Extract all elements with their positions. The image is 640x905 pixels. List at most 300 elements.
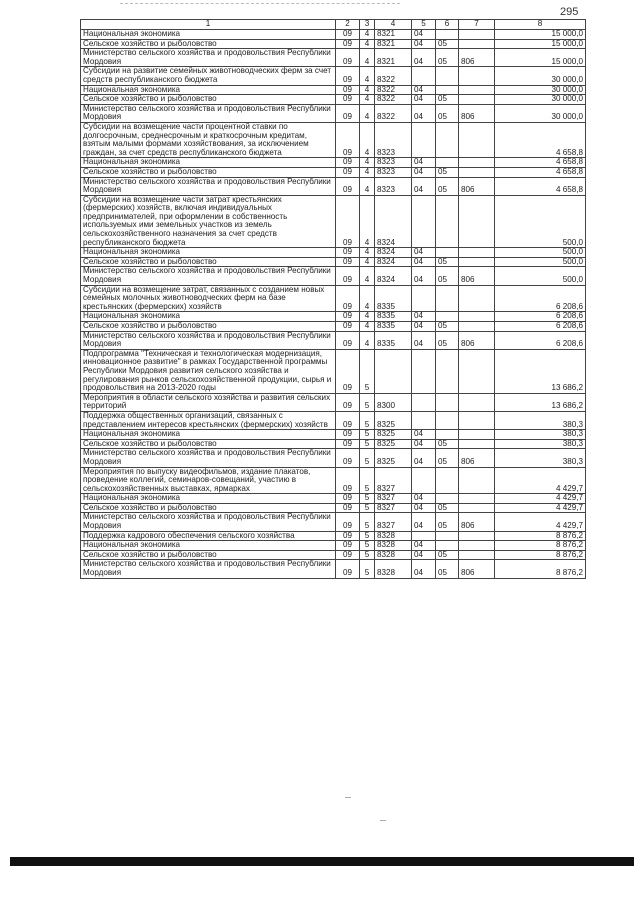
cell-subsection-code: 05 xyxy=(436,449,459,467)
cell-subsection-code: 05 xyxy=(436,177,459,195)
cell-subsection-code: 05 xyxy=(436,49,459,67)
cell-program-code: 5 xyxy=(360,393,375,411)
cell-ministry-code: 09 xyxy=(336,85,360,95)
cell-subsection-code: 05 xyxy=(436,331,459,349)
cell-subsection-code xyxy=(436,285,459,312)
cell-ministry-code: 09 xyxy=(336,439,360,449)
cell-expense-type-code: 806 xyxy=(459,560,495,578)
cell-description: Министерство сельского хозяйства и продовольствия Республики Мордовия xyxy=(81,513,336,531)
table-row xyxy=(81,550,586,560)
cell-program-code: 5 xyxy=(360,430,375,440)
cell-ministry-code: 09 xyxy=(336,104,360,122)
cell-ministry-code: 09 xyxy=(336,257,360,267)
cell-target-code: 8321 xyxy=(375,39,412,49)
cell-ministry-code: 09 xyxy=(336,531,360,541)
cell-subsection-code xyxy=(436,30,459,40)
cell-amount: 500,0 xyxy=(495,267,586,285)
cell-expense-type-code: 806 xyxy=(459,267,495,285)
header-col-3: 3 xyxy=(360,20,375,30)
cell-section-code xyxy=(412,531,436,541)
cell-expense-type-code xyxy=(459,39,495,49)
cell-program-code: 5 xyxy=(360,411,375,429)
table-row xyxy=(81,393,586,411)
cell-expense-type-code xyxy=(459,439,495,449)
cell-amount: 30 000,0 xyxy=(495,85,586,95)
cell-target-code: 8327 xyxy=(375,494,412,504)
cell-section-code: 04 xyxy=(412,30,436,40)
cell-amount: 15 000,0 xyxy=(495,39,586,49)
cell-expense-type-code xyxy=(459,30,495,40)
cell-program-code: 5 xyxy=(360,349,375,393)
cell-section-code: 04 xyxy=(412,503,436,513)
cell-ministry-code: 09 xyxy=(336,550,360,560)
cell-target-code: 8324 xyxy=(375,257,412,267)
cell-subsection-code xyxy=(436,411,459,429)
cell-amount: 30 000,0 xyxy=(495,95,586,105)
cell-target-code: 8328 xyxy=(375,550,412,560)
table-row xyxy=(81,267,586,285)
cell-section-code: 04 xyxy=(412,104,436,122)
header-col-2: 2 xyxy=(336,20,360,30)
table-row xyxy=(81,104,586,122)
cell-description: Сельское хозяйство и рыболовство xyxy=(81,257,336,267)
cell-section-code xyxy=(412,411,436,429)
cell-subsection-code: 05 xyxy=(436,167,459,177)
table-row xyxy=(81,39,586,49)
cell-section-code: 04 xyxy=(412,494,436,504)
table-body xyxy=(81,30,586,579)
cell-expense-type-code xyxy=(459,541,495,551)
table-row xyxy=(81,467,586,494)
cell-expense-type-code xyxy=(459,285,495,312)
cell-ministry-code: 09 xyxy=(336,430,360,440)
cell-subsection-code: 05 xyxy=(436,560,459,578)
cell-ministry-code: 09 xyxy=(336,322,360,332)
scan-artifact-mark xyxy=(380,820,386,821)
table-row xyxy=(81,531,586,541)
cell-subsection-code: 05 xyxy=(436,550,459,560)
cell-expense-type-code xyxy=(459,195,495,248)
cell-description: Национальная экономика xyxy=(81,494,336,504)
cell-description: Национальная экономика xyxy=(81,541,336,551)
table-row xyxy=(81,67,586,85)
cell-program-code: 5 xyxy=(360,531,375,541)
budget-table xyxy=(80,19,586,579)
cell-section-code: 04 xyxy=(412,322,436,332)
cell-description: Министерство сельского хозяйства и продовольствия Республики Мордовия xyxy=(81,104,336,122)
cell-section-code: 04 xyxy=(412,158,436,168)
cell-ministry-code: 09 xyxy=(336,449,360,467)
cell-amount: 30 000,0 xyxy=(495,104,586,122)
cell-ministry-code: 09 xyxy=(336,393,360,411)
cell-ministry-code: 09 xyxy=(336,411,360,429)
cell-ministry-code: 09 xyxy=(336,285,360,312)
cell-description: Субсидии на возмещение части затрат крестьянских (фермерских) хозяйств, включая индивидуальных предпринимателей, при оформлении в собственность используемых ими земельных участков из земель сельскохозяйственного назначения за счет средств республиканского бюджета xyxy=(81,195,336,248)
cell-target-code: 8327 xyxy=(375,513,412,531)
cell-subsection-code xyxy=(436,85,459,95)
cell-ministry-code: 09 xyxy=(336,49,360,67)
cell-amount: 13 686,2 xyxy=(495,349,586,393)
table-row xyxy=(81,449,586,467)
cell-description: Национальная экономика xyxy=(81,248,336,258)
cell-program-code: 4 xyxy=(360,95,375,105)
cell-subsection-code: 05 xyxy=(436,503,459,513)
cell-target-code: 8323 xyxy=(375,122,412,157)
cell-target-code: 8324 xyxy=(375,267,412,285)
table-row xyxy=(81,541,586,551)
cell-program-code: 4 xyxy=(360,30,375,40)
table-row xyxy=(81,331,586,349)
table-row xyxy=(81,560,586,578)
cell-amount: 8 876,2 xyxy=(495,541,586,551)
cell-section-code: 04 xyxy=(412,430,436,440)
cell-ministry-code: 09 xyxy=(336,177,360,195)
cell-target-code: 8323 xyxy=(375,177,412,195)
cell-description: Сельское хозяйство и рыболовство xyxy=(81,95,336,105)
cell-description: Сельское хозяйство и рыболовство xyxy=(81,167,336,177)
cell-amount: 4 429,7 xyxy=(495,467,586,494)
table-row xyxy=(81,503,586,513)
header-col-1: 1 xyxy=(81,20,336,30)
cell-ministry-code: 09 xyxy=(336,167,360,177)
cell-ministry-code: 09 xyxy=(336,312,360,322)
header-col-5: 5 xyxy=(412,20,436,30)
cell-description: Национальная экономика xyxy=(81,158,336,168)
cell-expense-type-code xyxy=(459,503,495,513)
cell-subsection-code xyxy=(436,531,459,541)
cell-ministry-code: 09 xyxy=(336,39,360,49)
cell-program-code: 4 xyxy=(360,312,375,322)
cell-program-code: 4 xyxy=(360,49,375,67)
cell-subsection-code xyxy=(436,158,459,168)
cell-section-code xyxy=(412,349,436,393)
cell-program-code: 4 xyxy=(360,167,375,177)
cell-target-code: 8328 xyxy=(375,541,412,551)
cell-amount: 15 000,0 xyxy=(495,49,586,67)
cell-program-code: 4 xyxy=(360,331,375,349)
header-col-7: 7 xyxy=(459,20,495,30)
cell-section-code: 04 xyxy=(412,550,436,560)
cell-amount: 4 658,8 xyxy=(495,122,586,157)
cell-section-code: 04 xyxy=(412,560,436,578)
cell-ministry-code: 09 xyxy=(336,503,360,513)
cell-target-code: 8322 xyxy=(375,95,412,105)
cell-description: Субсидии на возмещение части процентной ставки по долгосрочным, среднесрочным и краткосрочным кредитам, взятым малыми формами хозяйствования, за исключением граждан, за счет средств республиканского бюджета xyxy=(81,122,336,157)
cell-target-code: 8335 xyxy=(375,331,412,349)
cell-expense-type-code: 806 xyxy=(459,449,495,467)
table-row xyxy=(81,285,586,312)
cell-ministry-code: 09 xyxy=(336,122,360,157)
cell-target-code: 8328 xyxy=(375,531,412,541)
cell-description: Субсидии на возмещение затрат, связанных с созданием новых семейных молочных животноводческих ферм на базе крестьянских (фермерских) хозяйств xyxy=(81,285,336,312)
cell-expense-type-code xyxy=(459,467,495,494)
cell-amount: 6 208,6 xyxy=(495,285,586,312)
cell-program-code: 4 xyxy=(360,85,375,95)
cell-program-code: 4 xyxy=(360,322,375,332)
table-row xyxy=(81,349,586,393)
cell-description: Национальная экономика xyxy=(81,30,336,40)
cell-amount: 500,0 xyxy=(495,257,586,267)
cell-target-code: 8335 xyxy=(375,322,412,332)
table-row xyxy=(81,411,586,429)
cell-ministry-code: 09 xyxy=(336,467,360,494)
cell-amount: 500,0 xyxy=(495,248,586,258)
cell-ministry-code: 09 xyxy=(336,349,360,393)
cell-expense-type-code xyxy=(459,349,495,393)
cell-section-code xyxy=(412,393,436,411)
header-col-8: 8 xyxy=(495,20,586,30)
cell-target-code xyxy=(375,349,412,393)
cell-amount: 4 429,7 xyxy=(495,503,586,513)
cell-target-code: 8325 xyxy=(375,411,412,429)
cell-amount: 30 000,0 xyxy=(495,67,586,85)
cell-target-code: 8322 xyxy=(375,85,412,95)
cell-program-code: 5 xyxy=(360,439,375,449)
table-row xyxy=(81,158,586,168)
cell-section-code: 04 xyxy=(412,85,436,95)
cell-ministry-code: 09 xyxy=(336,67,360,85)
cell-description: Подпрограмма "Техническая и технологическая модернизация, инновационное развитие" в рамках Государственной программы Республики Мордовия развития сельского хозяйства и регулирования рынков сельскохозяйственной продукции, сырья и продовольствия на 2013-2020 годы xyxy=(81,349,336,393)
cell-subsection-code: 05 xyxy=(436,513,459,531)
cell-subsection-code xyxy=(436,312,459,322)
cell-target-code: 8335 xyxy=(375,312,412,322)
cell-section-code: 04 xyxy=(412,177,436,195)
cell-amount: 380,3 xyxy=(495,439,586,449)
cell-description: Министерство сельского хозяйства и продовольствия Республики Мордовия xyxy=(81,331,336,349)
cell-program-code: 4 xyxy=(360,285,375,312)
cell-target-code: 8327 xyxy=(375,467,412,494)
cell-subsection-code: 05 xyxy=(436,267,459,285)
cell-program-code: 4 xyxy=(360,195,375,248)
table-row xyxy=(81,177,586,195)
cell-target-code: 8300 xyxy=(375,393,412,411)
cell-program-code: 4 xyxy=(360,67,375,85)
cell-ministry-code: 09 xyxy=(336,494,360,504)
cell-program-code: 4 xyxy=(360,104,375,122)
cell-program-code: 4 xyxy=(360,39,375,49)
cell-target-code: 8321 xyxy=(375,49,412,67)
cell-subsection-code xyxy=(436,430,459,440)
cell-target-code: 8322 xyxy=(375,104,412,122)
cell-amount: 15 000,0 xyxy=(495,30,586,40)
scan-artifact-top xyxy=(120,3,400,4)
cell-program-code: 5 xyxy=(360,550,375,560)
cell-amount: 4 658,8 xyxy=(495,167,586,177)
cell-target-code: 8327 xyxy=(375,503,412,513)
cell-section-code: 04 xyxy=(412,541,436,551)
cell-section-code xyxy=(412,195,436,248)
cell-expense-type-code xyxy=(459,322,495,332)
cell-ministry-code: 09 xyxy=(336,158,360,168)
cell-target-code: 8325 xyxy=(375,430,412,440)
cell-expense-type-code xyxy=(459,430,495,440)
cell-description: Мероприятия по выпуску видеофильмов, издание плакатов, проведение коллегий, семинаров-совещаний, участию в сельскохозяйственных выставках, ярмарках xyxy=(81,467,336,494)
cell-section-code: 04 xyxy=(412,449,436,467)
table-row xyxy=(81,257,586,267)
cell-subsection-code xyxy=(436,393,459,411)
page-number: 295 xyxy=(560,6,579,18)
cell-expense-type-code: 806 xyxy=(459,331,495,349)
cell-description: Субсидии на развитие семейных животноводческих ферм за счет средств республиканского бюджета xyxy=(81,67,336,85)
cell-description: Национальная экономика xyxy=(81,85,336,95)
cell-section-code xyxy=(412,467,436,494)
cell-section-code xyxy=(412,122,436,157)
cell-section-code: 04 xyxy=(412,439,436,449)
header-col-6: 6 xyxy=(436,20,459,30)
cell-description: Сельское хозяйство и рыболовство xyxy=(81,39,336,49)
cell-subsection-code xyxy=(436,67,459,85)
cell-subsection-code xyxy=(436,541,459,551)
scan-border-bottom xyxy=(10,857,634,866)
cell-subsection-code xyxy=(436,467,459,494)
cell-program-code: 5 xyxy=(360,560,375,578)
cell-expense-type-code xyxy=(459,312,495,322)
cell-section-code xyxy=(412,285,436,312)
table-row xyxy=(81,439,586,449)
cell-amount: 8 876,2 xyxy=(495,550,586,560)
cell-program-code: 4 xyxy=(360,248,375,258)
cell-section-code: 04 xyxy=(412,312,436,322)
cell-expense-type-code xyxy=(459,531,495,541)
cell-amount: 4 429,7 xyxy=(495,513,586,531)
cell-description: Сельское хозяйство и рыболовство xyxy=(81,322,336,332)
cell-program-code: 4 xyxy=(360,267,375,285)
cell-section-code: 04 xyxy=(412,95,436,105)
cell-target-code: 8328 xyxy=(375,560,412,578)
cell-description: Министерство сельского хозяйства и продовольствия Республики Мордовия xyxy=(81,177,336,195)
cell-ministry-code: 09 xyxy=(336,560,360,578)
cell-amount: 380,3 xyxy=(495,430,586,440)
cell-description: Национальная экономика xyxy=(81,312,336,322)
cell-subsection-code: 05 xyxy=(436,39,459,49)
table-row xyxy=(81,312,586,322)
cell-ministry-code: 09 xyxy=(336,95,360,105)
table-row xyxy=(81,322,586,332)
cell-ministry-code: 09 xyxy=(336,195,360,248)
cell-description: Сельское хозяйство и рыболовство xyxy=(81,439,336,449)
cell-amount: 380,3 xyxy=(495,449,586,467)
cell-expense-type-code xyxy=(459,67,495,85)
cell-amount: 8 876,2 xyxy=(495,560,586,578)
cell-program-code: 5 xyxy=(360,467,375,494)
cell-expense-type-code xyxy=(459,494,495,504)
cell-expense-type-code: 806 xyxy=(459,177,495,195)
cell-amount: 500,0 xyxy=(495,195,586,248)
cell-subsection-code xyxy=(436,248,459,258)
cell-description: Мероприятия в области сельского хозяйства и развития сельских территорий xyxy=(81,393,336,411)
cell-amount: 6 208,6 xyxy=(495,312,586,322)
cell-description: Министерство сельского хозяйства и продовольствия Республики Мордовия xyxy=(81,560,336,578)
cell-program-code: 5 xyxy=(360,503,375,513)
cell-subsection-code: 05 xyxy=(436,257,459,267)
cell-description: Министерство сельского хозяйства и продовольствия Республики Мордовия xyxy=(81,449,336,467)
cell-ministry-code: 09 xyxy=(336,267,360,285)
cell-amount: 4 658,8 xyxy=(495,177,586,195)
cell-description: Сельское хозяйство и рыболовство xyxy=(81,503,336,513)
cell-ministry-code: 09 xyxy=(336,541,360,551)
cell-target-code: 8321 xyxy=(375,30,412,40)
table-row xyxy=(81,167,586,177)
table-row xyxy=(81,195,586,248)
cell-subsection-code xyxy=(436,349,459,393)
cell-program-code: 5 xyxy=(360,513,375,531)
table-row xyxy=(81,494,586,504)
cell-program-code: 4 xyxy=(360,158,375,168)
cell-expense-type-code xyxy=(459,550,495,560)
cell-section-code: 04 xyxy=(412,513,436,531)
cell-target-code: 8325 xyxy=(375,439,412,449)
cell-ministry-code: 09 xyxy=(336,331,360,349)
cell-amount: 6 208,6 xyxy=(495,322,586,332)
cell-expense-type-code xyxy=(459,257,495,267)
cell-section-code: 04 xyxy=(412,331,436,349)
cell-expense-type-code xyxy=(459,95,495,105)
cell-ministry-code: 09 xyxy=(336,248,360,258)
cell-subsection-code: 05 xyxy=(436,439,459,449)
cell-program-code: 4 xyxy=(360,257,375,267)
table-row xyxy=(81,30,586,40)
cell-description: Министерство сельского хозяйства и продовольствия Республики Мордовия xyxy=(81,49,336,67)
cell-amount: 8 876,2 xyxy=(495,531,586,541)
cell-subsection-code: 05 xyxy=(436,322,459,332)
cell-section-code: 04 xyxy=(412,167,436,177)
table-row xyxy=(81,49,586,67)
cell-description: Национальная экономика xyxy=(81,430,336,440)
cell-subsection-code xyxy=(436,195,459,248)
cell-expense-type-code xyxy=(459,411,495,429)
cell-expense-type-code: 806 xyxy=(459,513,495,531)
cell-expense-type-code xyxy=(459,248,495,258)
cell-expense-type-code xyxy=(459,167,495,177)
cell-expense-type-code xyxy=(459,122,495,157)
cell-program-code: 5 xyxy=(360,541,375,551)
cell-section-code: 04 xyxy=(412,267,436,285)
cell-ministry-code: 09 xyxy=(336,513,360,531)
cell-subsection-code: 05 xyxy=(436,104,459,122)
cell-target-code: 8325 xyxy=(375,449,412,467)
header-col-4: 4 xyxy=(375,20,412,30)
cell-amount: 4 658,8 xyxy=(495,158,586,168)
cell-program-code: 4 xyxy=(360,122,375,157)
cell-target-code: 8324 xyxy=(375,195,412,248)
cell-target-code: 8324 xyxy=(375,248,412,258)
cell-section-code xyxy=(412,67,436,85)
cell-description: Поддержка общественных организаций, связанных с представлением интересов крестьянских (фермерских) хозяйств xyxy=(81,411,336,429)
cell-target-code: 8323 xyxy=(375,167,412,177)
cell-subsection-code xyxy=(436,122,459,157)
table-row xyxy=(81,248,586,258)
table-row xyxy=(81,95,586,105)
cell-subsection-code: 05 xyxy=(436,95,459,105)
cell-description: Министерство сельского хозяйства и продовольствия Республики Мордовия xyxy=(81,267,336,285)
cell-subsection-code xyxy=(436,494,459,504)
cell-program-code: 5 xyxy=(360,494,375,504)
cell-section-code: 04 xyxy=(412,49,436,67)
cell-target-code: 8322 xyxy=(375,67,412,85)
cell-target-code: 8323 xyxy=(375,158,412,168)
cell-expense-type-code xyxy=(459,393,495,411)
cell-amount: 4 429,7 xyxy=(495,494,586,504)
cell-expense-type-code xyxy=(459,85,495,95)
cell-section-code: 04 xyxy=(412,248,436,258)
cell-amount: 13 686,2 xyxy=(495,393,586,411)
cell-section-code: 04 xyxy=(412,257,436,267)
cell-description: Поддержка кадрового обеспечения сельского хозяйства xyxy=(81,531,336,541)
table-row xyxy=(81,122,586,157)
cell-ministry-code: 09 xyxy=(336,30,360,40)
cell-description: Сельское хозяйство и рыболовство xyxy=(81,550,336,560)
cell-program-code: 4 xyxy=(360,177,375,195)
